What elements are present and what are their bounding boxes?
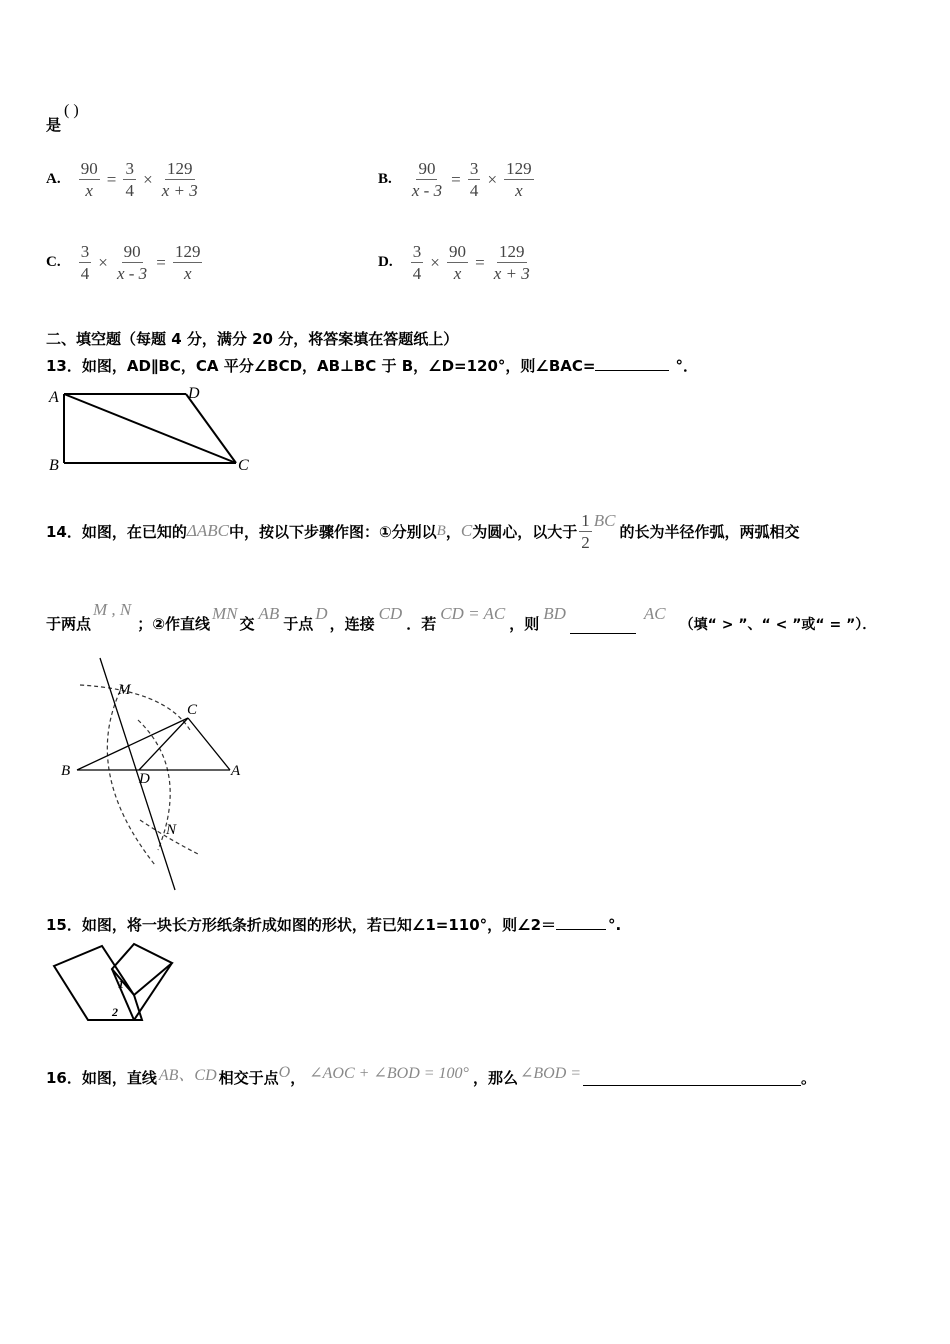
q13-label-d: D [188, 385, 200, 402]
q14-bd: BD [543, 604, 566, 623]
q12-answer-paren: ( ) [64, 102, 79, 119]
option-d-label: D. [378, 254, 393, 270]
option-d-eq: = [475, 252, 485, 272]
q13-answer-blank[interactable] [595, 354, 669, 371]
q13-label-a: A [49, 389, 59, 406]
q13-text [46, 354, 698, 376]
q13-figure [40, 380, 260, 475]
option-a-frac-1: $\frac{90}{x}$ [80, 159, 98, 200]
q16-suffix: 。 [801, 1068, 817, 1087]
q14-seg-ca [188, 718, 230, 770]
q14-l1-b: 中，按以下步骤作图：①分别以 [228, 522, 437, 541]
option-b-frac-3: $\frac{129}{x}$ [506, 159, 532, 200]
q14-label-n: N [166, 822, 177, 838]
option-a[interactable] [46, 158, 201, 201]
option-d-times: × [430, 252, 440, 272]
q14-l2-g: ，则 [509, 615, 540, 633]
option-a-eq: = [106, 169, 117, 189]
q14-comma: ， [445, 522, 461, 541]
q14-line-mn: MN [211, 604, 238, 623]
q14-bc: BC [593, 511, 616, 530]
option-d-frac-1: $\frac{3}{4}$ [412, 242, 422, 283]
q13-label-c: C [238, 457, 249, 474]
q14-triangle-abc: ΔABC [186, 521, 229, 540]
q16-lines: AB、CD [158, 1066, 217, 1084]
section-2-heading: 二、填空题（每题 4 分，满分 20 分，将答案填在答题纸上） [46, 330, 459, 348]
q14-points-mn: M , N [93, 600, 132, 619]
q16-mid: 相交于点 [218, 1068, 279, 1087]
option-b[interactable] [378, 158, 535, 201]
q14-l2-f: ．若 [406, 615, 437, 633]
q14-line-mn-drawn [100, 658, 175, 890]
option-c-frac-3: $\frac{129}{x}$ [174, 242, 201, 283]
q14-label-m: M [118, 682, 131, 698]
option-d-frac-3: $\frac{129}{x + 3}$ [493, 242, 530, 283]
q14-label-b: B [61, 763, 71, 779]
q14-line-1 [46, 496, 799, 566]
q16-ask: ∠BOD = [519, 1065, 582, 1082]
q16-answer-blank[interactable] [583, 1069, 801, 1086]
q16-point-o: O [278, 1064, 291, 1081]
q15-angle-1: 1 [118, 977, 124, 991]
q15-answer-blank[interactable] [556, 913, 606, 930]
q16-condition: ∠AOC + ∠BOD = 100° [309, 1065, 469, 1082]
q14-ab: AB [258, 604, 280, 623]
option-b-frac-1: $\frac{90}{x - 3}$ [411, 159, 443, 200]
q15-angle-2: 2 [112, 1005, 118, 1019]
q14-arc-top [80, 685, 190, 730]
q14-l1-c: 为圆心，以大于 [472, 522, 578, 541]
option-b-frac-2: $\frac{3}{4}$ [469, 159, 479, 200]
q13-label-b: B [49, 457, 59, 474]
q14-point-d: D [315, 604, 328, 623]
option-c-frac-1: $\frac{3}{4}$ [80, 242, 90, 283]
q14-l2-h: （填“ > ”、“ < ”或“ = ”）． [679, 617, 877, 633]
q14-condition: CD = AC [440, 604, 506, 623]
option-c-frac-2: $\frac{90}{x - 3}$ [116, 242, 148, 283]
q14-line-2 [46, 594, 876, 634]
q14-l2-d: 于点 [283, 615, 314, 633]
q14-l2-e: ，连接 [329, 615, 375, 633]
q14-label-d: D [139, 771, 150, 787]
q16-prefix: 16．如图，直线 [46, 1068, 157, 1087]
q14-answer-blank[interactable] [570, 617, 636, 634]
q15-figure [50, 940, 180, 1030]
q13-suffix: °． [675, 357, 698, 375]
option-a-frac-3: $\frac{129}{x + 3}$ [161, 159, 198, 200]
option-a-times: × [143, 169, 153, 189]
q14-l2-c: 交 [239, 615, 255, 633]
option-d-frac-2: $\frac{90}{x}$ [448, 242, 466, 283]
q12-tail-text: 是 [46, 116, 62, 134]
q14-label-a: A [231, 763, 241, 779]
option-a-label: A. [46, 171, 61, 187]
q15-suffix: °. [608, 916, 622, 934]
option-b-times: × [487, 169, 498, 189]
q14-point-c: C [460, 521, 473, 540]
q14-seg-cd [139, 718, 188, 770]
q14-l1-a: 14．如图，在已知的 [46, 522, 187, 541]
option-c-times: × [98, 252, 108, 272]
q14-l1-d: 的长为半径作弧，两弧相交 [619, 522, 800, 541]
option-d[interactable] [378, 241, 533, 284]
q14-label-c: C [187, 702, 198, 718]
q14-ac: AC [643, 604, 666, 623]
option-c-eq: = [156, 252, 166, 272]
q14-l2-b: ；②作直线 [137, 615, 210, 633]
q14-cd: CD [378, 604, 403, 623]
q16-then: ，那么 [472, 1068, 518, 1087]
option-b-eq: = [451, 169, 461, 189]
q15-text [46, 913, 621, 935]
option-b-label: B. [378, 171, 392, 187]
q14-point-b: B [436, 522, 446, 539]
q15-question: 15．如图，将一块长方形纸条折成如图的形状，若已知∠1=110°，则∠2＝ [46, 916, 557, 934]
q14-figure [55, 650, 255, 895]
option-a-frac-2: $\frac{3}{4}$ [125, 159, 134, 200]
q16-comma: ， [290, 1068, 306, 1087]
q14-half-frac: $\frac{1}{2}$ [581, 510, 590, 552]
option-c-label: C. [46, 254, 61, 270]
q13-question: 13．如图，AD∥BC，CA 平分∠BCD，AB⊥BC 于 B，∠D=120°，则∠BAC= [46, 357, 596, 375]
q16-line [46, 1062, 816, 1092]
option-c[interactable] [46, 241, 203, 284]
q14-seg-bc [77, 718, 188, 770]
q14-l2-a: 于两点 [46, 615, 92, 633]
